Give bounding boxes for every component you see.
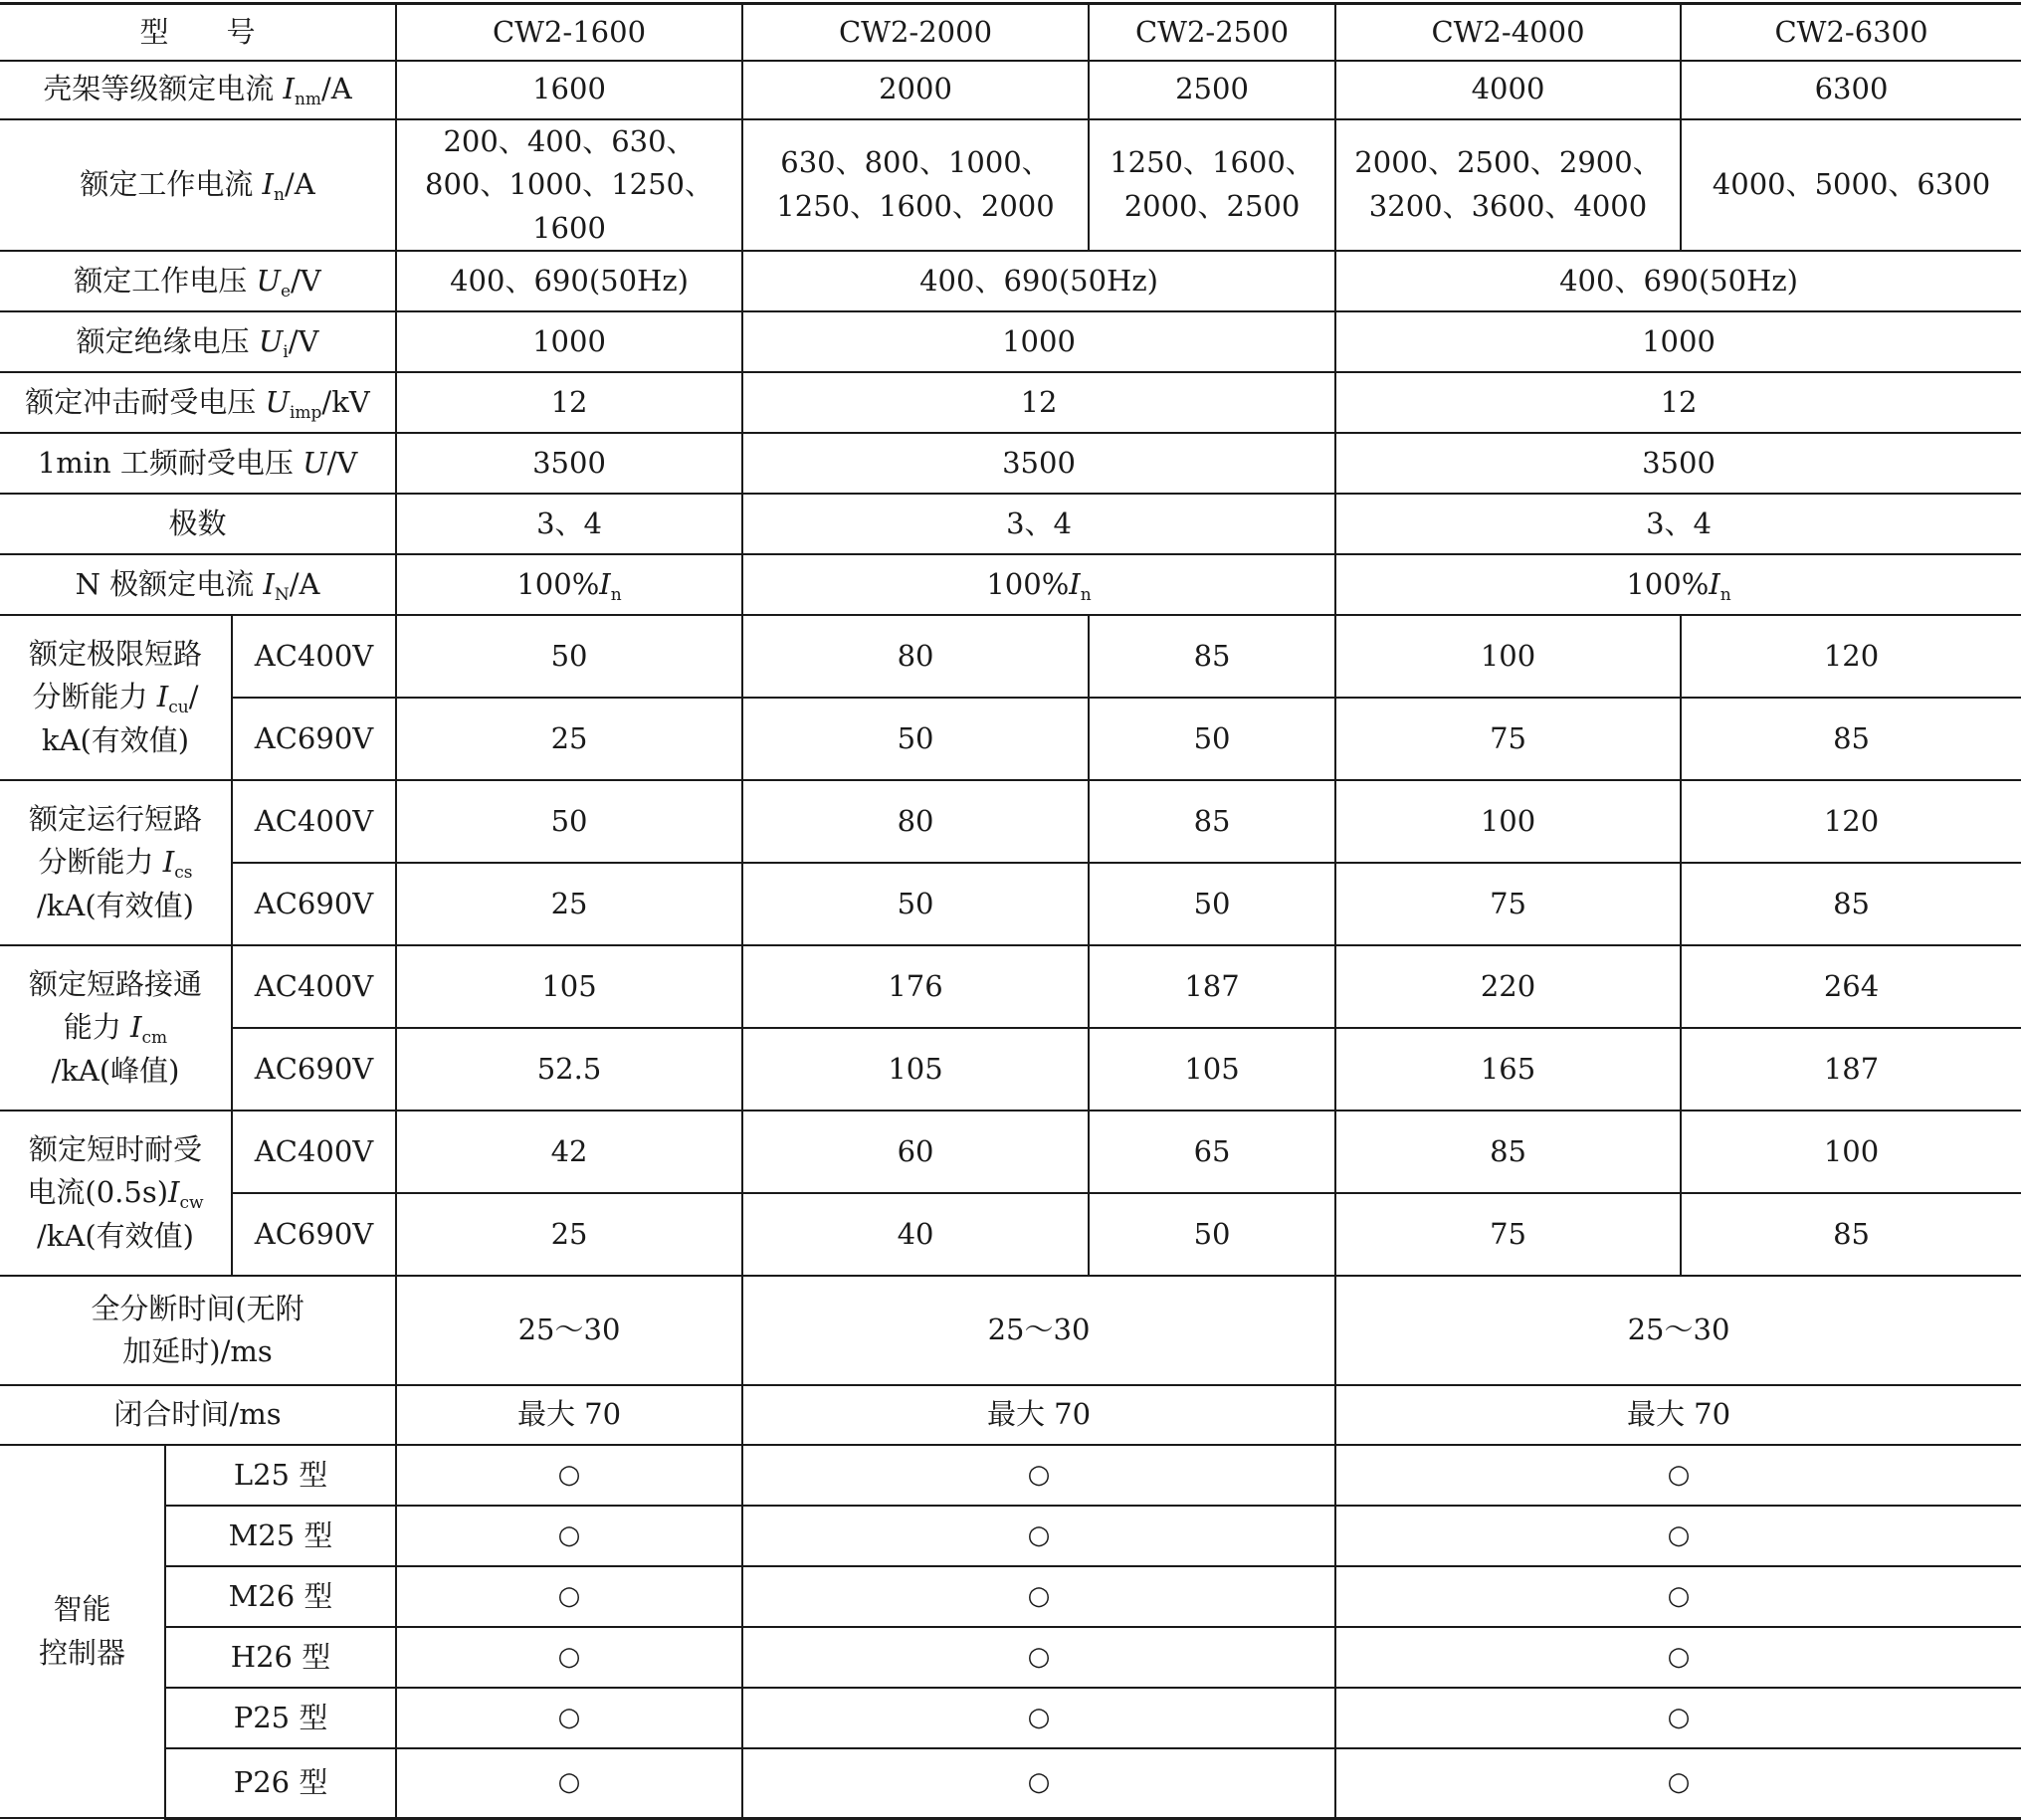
row-label	[0, 251, 396, 311]
value-cell: 105	[742, 1028, 1089, 1111]
circle-icon: ○	[742, 1688, 1335, 1748]
value-text: 100%	[516, 566, 600, 601]
symbol: I	[168, 1175, 180, 1210]
label-text: /	[188, 680, 199, 714]
model-cw2-2000: CW2-2000	[742, 4, 1089, 61]
symbol-subscript: n	[1080, 584, 1092, 605]
controller-type: M25 型	[165, 1506, 396, 1566]
symbol: U	[303, 445, 327, 480]
n-pole-current-row	[0, 554, 2021, 615]
symbol-subscript: N	[274, 584, 290, 605]
label-line: 智能	[53, 1592, 111, 1626]
row-label	[0, 433, 396, 494]
value-cell: 12	[396, 372, 742, 433]
value-cell: 4000	[1335, 61, 1681, 119]
value-cell: 1000	[742, 311, 1335, 372]
symbol: I	[262, 167, 275, 201]
voltage-label: AC690V	[232, 863, 396, 945]
value-cell: 80	[742, 780, 1089, 863]
poles-row	[0, 494, 2021, 554]
symbol: I	[130, 1010, 142, 1045]
symbol-subscript: e	[280, 281, 292, 302]
value-cell: 25	[396, 863, 742, 945]
value-cell: 25～30	[396, 1276, 742, 1385]
insulation-voltage-row	[0, 311, 2021, 372]
circle-icon: ○	[742, 1445, 1335, 1506]
label-text: 能力	[63, 1010, 131, 1045]
specification-table	[0, 2, 2021, 1820]
label-line: /kA(有效值)	[37, 1218, 194, 1253]
unit: /V	[288, 323, 319, 358]
value-cell: 3500	[396, 433, 742, 494]
value-line: 2000、2500、2900、	[1354, 145, 1662, 180]
value-cell: 6300	[1681, 61, 2021, 119]
value-line: 1250、1600、	[1110, 145, 1314, 180]
symbol-subscript: n	[1719, 584, 1731, 605]
unit: /A	[321, 72, 352, 106]
value-cell: 42	[396, 1111, 742, 1193]
row-label	[0, 1276, 396, 1385]
row-label	[0, 372, 396, 433]
symbol: I	[162, 845, 175, 880]
rated-current-row	[0, 119, 2021, 252]
value-cell: 3、4	[1335, 494, 2021, 554]
voltage-label: AC690V	[232, 698, 396, 780]
circle-icon: ○	[396, 1566, 742, 1627]
value-cell	[1335, 554, 2021, 615]
value-cell: 1000	[1335, 311, 2021, 372]
value-cell: 1000	[396, 311, 742, 372]
circle-icon: ○	[396, 1445, 742, 1506]
model-label-cell: 型 号	[0, 4, 396, 61]
label-line: 加延时)/ms	[122, 1334, 273, 1368]
value-cell: 最大 70	[1335, 1385, 2021, 1445]
circle-icon: ○	[1335, 1748, 2021, 1818]
label-line: 控制器	[38, 1635, 125, 1670]
value-cell: 25	[396, 1193, 742, 1276]
label-line	[0, 1006, 231, 1050]
label-text: 分断能力	[38, 845, 163, 880]
voltage-label: AC400V	[232, 780, 396, 863]
unit: /V	[291, 263, 321, 298]
value-text: 100%	[1626, 566, 1710, 601]
value-cell: 187	[1089, 945, 1335, 1028]
label-text: 分断能力	[32, 680, 157, 714]
icm-ac690-row	[0, 1028, 2021, 1111]
ics-label	[0, 780, 232, 945]
unit: /A	[289, 566, 320, 601]
label-line: 额定运行短路	[28, 801, 202, 836]
value-cell: 25	[396, 698, 742, 780]
icw-label	[0, 1111, 232, 1276]
symbol: I	[156, 680, 169, 714]
value-cell: 120	[1681, 780, 2021, 863]
value-cell: 最大 70	[742, 1385, 1335, 1445]
icu-ac400-row	[0, 615, 2021, 698]
label-line	[0, 841, 231, 885]
row-label	[0, 554, 396, 615]
value-line: 800、1000、1250、1600	[425, 167, 713, 245]
value-cell: 50	[742, 863, 1089, 945]
value-cell: 12	[1335, 372, 2021, 433]
value-line: 200、400、630、	[443, 123, 696, 158]
value-cell: 2500	[1089, 61, 1335, 119]
row-label	[0, 311, 396, 372]
value-cell: 3、4	[396, 494, 742, 554]
value-cell: 25～30	[1335, 1276, 2021, 1385]
controller-row-m25	[0, 1506, 2021, 1566]
value-cell: 75	[1335, 1193, 1681, 1276]
symbol-subscript: cs	[174, 863, 193, 884]
header-row	[0, 4, 2021, 61]
row-label: 极数	[0, 494, 396, 554]
voltage-label: AC690V	[232, 1028, 396, 1111]
frame-current-row	[0, 61, 2021, 119]
model-cw2-1600: CW2-1600	[396, 4, 742, 61]
value-cell: 50	[396, 615, 742, 698]
value-cell: 400、690(50Hz)	[742, 251, 1335, 311]
value-cell: 105	[396, 945, 742, 1028]
icu-ac690-row	[0, 698, 2021, 780]
value-cell: 187	[1681, 1028, 2021, 1111]
value-cell: 100	[1335, 780, 1681, 863]
value-line: 630、800、1000、	[780, 145, 1051, 180]
label-text: 额定工作电压	[74, 263, 257, 298]
value-cell: 50	[1089, 1193, 1335, 1276]
label-line: kA(有效值)	[41, 722, 190, 757]
voltage-label: AC400V	[232, 945, 396, 1028]
value-cell	[396, 554, 742, 615]
controller-type: P26 型	[165, 1748, 396, 1818]
power-freq-voltage-row	[0, 433, 2021, 494]
value-line: 3200、3600、4000	[1368, 188, 1648, 223]
symbol-subscript: imp	[289, 402, 322, 423]
unit: /kV	[321, 384, 370, 419]
model-cw2-4000: CW2-4000	[1335, 4, 1681, 61]
label-line: 额定短路接通	[28, 966, 202, 1001]
value-line: 1250、1600、2000	[776, 188, 1055, 223]
voltage-label: AC690V	[232, 1193, 396, 1276]
model-cw2-6300: CW2-6300	[1681, 4, 2021, 61]
value-cell: 220	[1335, 945, 1681, 1028]
circle-icon: ○	[396, 1688, 742, 1748]
icm-ac400-row	[0, 945, 2021, 1028]
label-text: 1min 工频耐受电压	[37, 445, 303, 480]
label-text: 壳架等级额定电流	[43, 72, 284, 106]
circle-icon: ○	[742, 1748, 1335, 1818]
value-cell: 52.5	[396, 1028, 742, 1111]
controller-row-m26	[0, 1566, 2021, 1627]
symbol: I	[1709, 566, 1720, 601]
voltage-label: AC400V	[232, 1111, 396, 1193]
value-cell	[396, 119, 742, 252]
symbol: I	[263, 566, 275, 601]
value-cell: 50	[1089, 698, 1335, 780]
row-label	[0, 119, 396, 252]
value-cell: 80	[742, 615, 1089, 698]
value-cell: 264	[1681, 945, 2021, 1028]
label-line: 全分断时间(无附	[91, 1291, 304, 1325]
value-cell: 165	[1335, 1028, 1681, 1111]
value-cell: 75	[1335, 698, 1681, 780]
controller-row-p25	[0, 1688, 2021, 1748]
icw-ac400-row	[0, 1111, 2021, 1193]
value-cell: 85	[1681, 1193, 2021, 1276]
symbol-subscript: i	[283, 341, 289, 362]
controller-row-h26	[0, 1627, 2021, 1688]
symbol-subscript: n	[610, 584, 622, 605]
value-cell: 3、4	[742, 494, 1335, 554]
circle-icon: ○	[396, 1627, 742, 1688]
symbol: U	[258, 323, 284, 358]
value-cell: 105	[1089, 1028, 1335, 1111]
symbol-subscript: nm	[294, 90, 322, 110]
label-text: 额定冲击耐受电压	[25, 384, 266, 419]
label-line: /kA(峰值)	[51, 1053, 180, 1088]
label-line: 额定短时耐受	[28, 1131, 202, 1166]
value-cell: 400、690(50Hz)	[396, 251, 742, 311]
controller-type: M26 型	[165, 1566, 396, 1627]
value-cell: 85	[1089, 780, 1335, 863]
label-text: 电流(0.5s)	[27, 1175, 169, 1210]
value-cell	[742, 554, 1335, 615]
value-cell: 3500	[742, 433, 1335, 494]
label-text: N 极额定电流	[75, 566, 264, 601]
value-cell: 最大 70	[396, 1385, 742, 1445]
unit: /A	[284, 167, 315, 201]
value-cell: 85	[1335, 1111, 1681, 1193]
controller-type: H26 型	[165, 1627, 396, 1688]
row-label	[0, 61, 396, 119]
label-line	[0, 676, 231, 719]
row-label: 闭合时间/ms	[0, 1385, 396, 1445]
unit: /V	[326, 445, 358, 480]
value-cell: 85	[1681, 698, 2021, 780]
value-cell: 75	[1335, 863, 1681, 945]
symbol-subscript: cm	[141, 1028, 168, 1049]
label-line: /kA(有效值)	[37, 888, 194, 922]
symbol: U	[265, 384, 290, 419]
close-time-row	[0, 1385, 2021, 1445]
value-cell: 40	[742, 1193, 1089, 1276]
value-cell: 120	[1681, 615, 2021, 698]
value-cell	[1335, 119, 1681, 252]
circle-icon: ○	[742, 1566, 1335, 1627]
controller-row-p26	[0, 1748, 2021, 1818]
circle-icon: ○	[396, 1506, 742, 1566]
symbol-subscript: cu	[168, 698, 189, 718]
value-cell: 50	[1089, 863, 1335, 945]
value-cell: 100	[1681, 1111, 2021, 1193]
value-cell: 25～30	[742, 1276, 1335, 1385]
value-cell: 12	[742, 372, 1335, 433]
circle-icon: ○	[396, 1748, 742, 1818]
value-cell: 1600	[396, 61, 742, 119]
ics-ac690-row	[0, 863, 2021, 945]
value-text: 100%	[986, 566, 1070, 601]
value-cell: 65	[1089, 1111, 1335, 1193]
value-cell: 85	[1089, 615, 1335, 698]
value-cell: 85	[1681, 863, 2021, 945]
value-line: 2000、2500	[1123, 188, 1301, 223]
symbol-subscript: cw	[179, 1193, 204, 1214]
symbol: I	[1069, 566, 1081, 601]
value-cell	[1089, 119, 1335, 252]
label-text: 额定绝缘电压	[76, 323, 259, 358]
circle-icon: ○	[1335, 1566, 2021, 1627]
value-cell: 2000	[742, 61, 1089, 119]
value-cell	[742, 119, 1089, 252]
rated-voltage-row	[0, 251, 2021, 311]
controller-label	[0, 1445, 165, 1818]
circle-icon: ○	[742, 1627, 1335, 1688]
label-line: 额定极限短路	[28, 636, 202, 671]
value-cell: 400、690(50Hz)	[1335, 251, 2021, 311]
circle-icon: ○	[1335, 1445, 2021, 1506]
impulse-voltage-row	[0, 372, 2021, 433]
symbol-subscript: n	[274, 185, 285, 205]
icm-label	[0, 945, 232, 1111]
value-cell: 50	[396, 780, 742, 863]
circle-icon: ○	[742, 1506, 1335, 1566]
value-cell: 3500	[1335, 433, 2021, 494]
value-cell: 4000、5000、6300	[1681, 119, 2021, 252]
symbol: I	[283, 72, 295, 106]
value-cell: 50	[742, 698, 1089, 780]
value-cell: 60	[742, 1111, 1089, 1193]
model-cw2-2500: CW2-2500	[1089, 4, 1335, 61]
circle-icon: ○	[1335, 1506, 2021, 1566]
icu-label	[0, 615, 232, 780]
icw-ac690-row	[0, 1193, 2021, 1276]
symbol: I	[599, 566, 611, 601]
controller-type: P25 型	[165, 1688, 396, 1748]
break-time-row	[0, 1276, 2021, 1385]
label-text: 额定工作电流	[80, 167, 263, 201]
symbol: U	[256, 263, 281, 298]
controller-type: L25 型	[165, 1445, 396, 1506]
label-line	[0, 1171, 231, 1215]
voltage-label: AC400V	[232, 615, 396, 698]
ics-ac400-row	[0, 780, 2021, 863]
value-cell: 176	[742, 945, 1089, 1028]
controller-row-l25	[0, 1445, 2021, 1506]
circle-icon: ○	[1335, 1627, 2021, 1688]
value-cell: 100	[1335, 615, 1681, 698]
circle-icon: ○	[1335, 1688, 2021, 1748]
